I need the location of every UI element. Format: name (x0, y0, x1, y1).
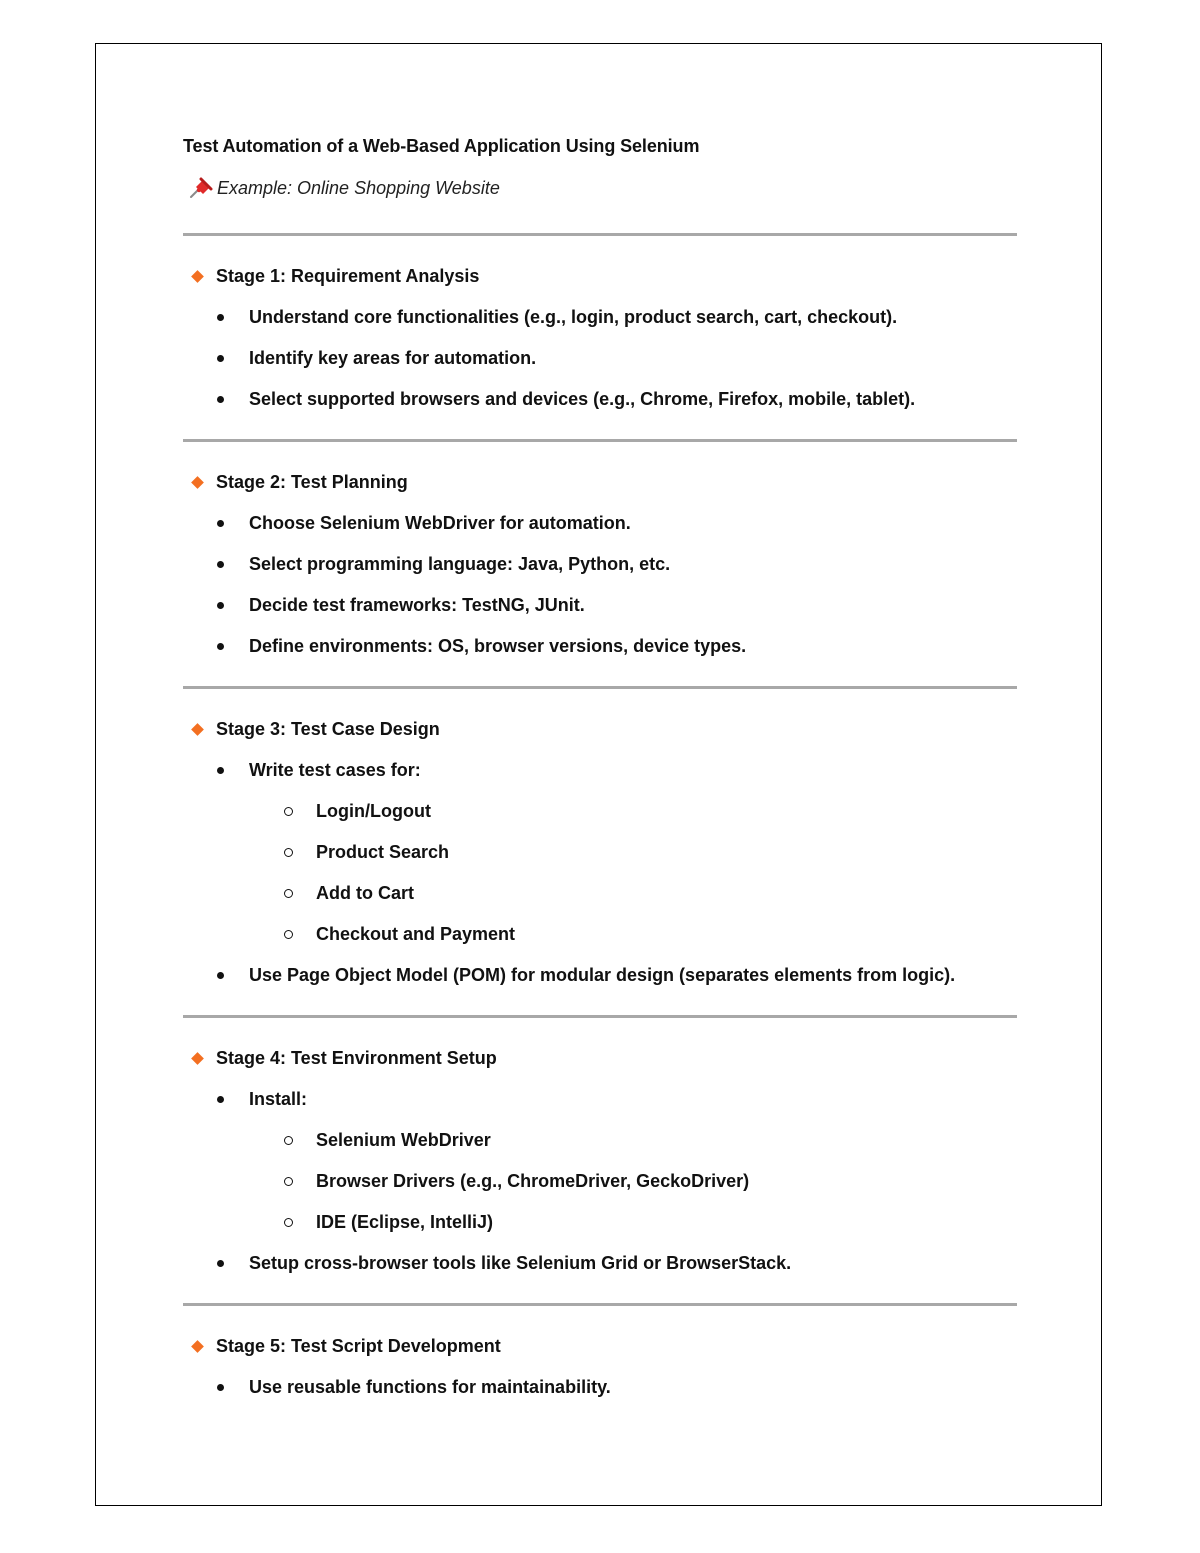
stage-heading (183, 466, 1017, 498)
bullet-list (183, 754, 1017, 991)
bullet-dot-icon (217, 314, 224, 321)
sub-list-item-text: Browser Drivers (e.g., ChromeDriver, GeckoDriver) (316, 1171, 750, 1191)
stage-section-3 (183, 689, 1017, 1015)
sub-list-item (183, 1165, 1017, 1197)
subtitle-text: Example: Online Shopping Website (217, 178, 500, 198)
sub-list-item-text: Checkout and Payment (316, 924, 516, 944)
diamond-bullet-icon (191, 1052, 204, 1065)
bullet-dot-icon (217, 1384, 224, 1391)
stage-heading-text: Stage 2: Test Planning (216, 472, 408, 492)
bullet-dot-icon (217, 520, 224, 527)
sub-list-item-text: Add to Cart (316, 883, 414, 903)
sub-list (183, 795, 1017, 950)
list-item-text: Identify key areas for automation. (249, 348, 537, 368)
stage-heading (183, 1042, 1017, 1074)
sub-list-item (183, 877, 1017, 909)
bullet-list (183, 1371, 1017, 1403)
bullet-dot-icon (217, 972, 224, 979)
list-item-text: Understand core functionalities (e.g., login, product search, cart, checkout). (249, 307, 898, 327)
document-title: Test Automation of a Web-Based Application Using Selenium (183, 136, 700, 156)
list-item (183, 1371, 1017, 1403)
list-item-text: Choose Selenium WebDriver for automation. (249, 513, 631, 533)
list-item (183, 342, 1017, 374)
stage-heading (183, 713, 1017, 745)
diamond-bullet-icon (191, 476, 204, 489)
bullet-dot-icon (217, 1096, 224, 1103)
document-subtitle (183, 173, 1017, 203)
sub-list-item (183, 918, 1017, 950)
list-item-text: Define environments: OS, browser versions, device types. (249, 636, 747, 656)
list-item-text: Select supported browsers and devices (e.g., Chrome, Firefox, mobile, tablet). (249, 389, 916, 409)
list-item-line (183, 754, 1017, 786)
document-body (183, 130, 1017, 1427)
sub-list-item (183, 1124, 1017, 1156)
list-item (183, 589, 1017, 621)
list-item (183, 630, 1017, 662)
hollow-circle-bullet-icon (284, 889, 293, 898)
stage-section-4 (183, 1018, 1017, 1303)
hollow-circle-bullet-icon (284, 848, 293, 857)
sub-list-item (183, 836, 1017, 868)
list-item-line (183, 1083, 1017, 1115)
bullet-dot-icon (217, 561, 224, 568)
stage-section-5 (183, 1306, 1017, 1427)
stage-heading-text: Stage 4: Test Environment Setup (216, 1048, 497, 1068)
hollow-circle-bullet-icon (284, 807, 293, 816)
bullet-list (183, 1083, 1017, 1279)
list-item-text: Decide test frameworks: TestNG, JUnit. (249, 595, 585, 615)
bullet-dot-icon (217, 355, 224, 362)
sub-list-item-text: IDE (Eclipse, IntelliJ) (316, 1212, 494, 1232)
hollow-circle-bullet-icon (284, 1218, 293, 1227)
sub-list (183, 1124, 1017, 1238)
list-item-text: Use reusable functions for maintainability. (249, 1377, 611, 1397)
list-item-text: Write test cases for: (249, 760, 421, 780)
stages-container (183, 236, 1017, 1427)
bullet-dot-icon (217, 1260, 224, 1267)
sub-list-item (183, 795, 1017, 827)
list-item (183, 507, 1017, 539)
list-item (183, 301, 1017, 333)
stage-heading (183, 260, 1017, 292)
bullet-list (183, 507, 1017, 662)
stage-heading-text: Stage 5: Test Script Development (216, 1336, 501, 1356)
diamond-bullet-icon (191, 270, 204, 283)
diamond-bullet-icon (191, 723, 204, 736)
hollow-circle-bullet-icon (284, 1177, 293, 1186)
list-item (183, 1247, 1017, 1279)
hollow-circle-bullet-icon (284, 1136, 293, 1145)
list-item-text: Use Page Object Model (POM) for modular design (separates elements from logic). (249, 965, 956, 985)
list-item-text: Setup cross-browser tools like Selenium Grid or BrowserStack. (249, 1253, 792, 1273)
stage-section-1 (183, 236, 1017, 439)
list-item (183, 383, 1017, 415)
list-item (183, 1083, 1017, 1238)
diamond-bullet-icon (191, 1340, 204, 1353)
sub-list-item-text: Product Search (316, 842, 450, 862)
stage-heading (183, 1330, 1017, 1362)
bullet-dot-icon (217, 767, 224, 774)
hollow-circle-bullet-icon (284, 930, 293, 939)
stage-heading-text: Stage 3: Test Case Design (216, 719, 440, 739)
bullet-dot-icon (217, 396, 224, 403)
list-item-text: Select programming language: Java, Python, etc. (249, 554, 671, 574)
stage-heading-text: Stage 1: Requirement Analysis (216, 266, 480, 286)
pushpin-icon (187, 177, 213, 199)
sub-list-item-text: Login/Logout (316, 801, 431, 821)
list-item (183, 754, 1017, 950)
bullet-dot-icon (217, 602, 224, 609)
bullet-list (183, 301, 1017, 415)
list-item (183, 959, 1017, 991)
list-item (183, 548, 1017, 580)
list-item-text: Install: (249, 1089, 308, 1109)
sub-list-item (183, 1206, 1017, 1238)
sub-list-item-text: Selenium WebDriver (316, 1130, 491, 1150)
stage-section-2 (183, 442, 1017, 686)
bullet-dot-icon (217, 643, 224, 650)
